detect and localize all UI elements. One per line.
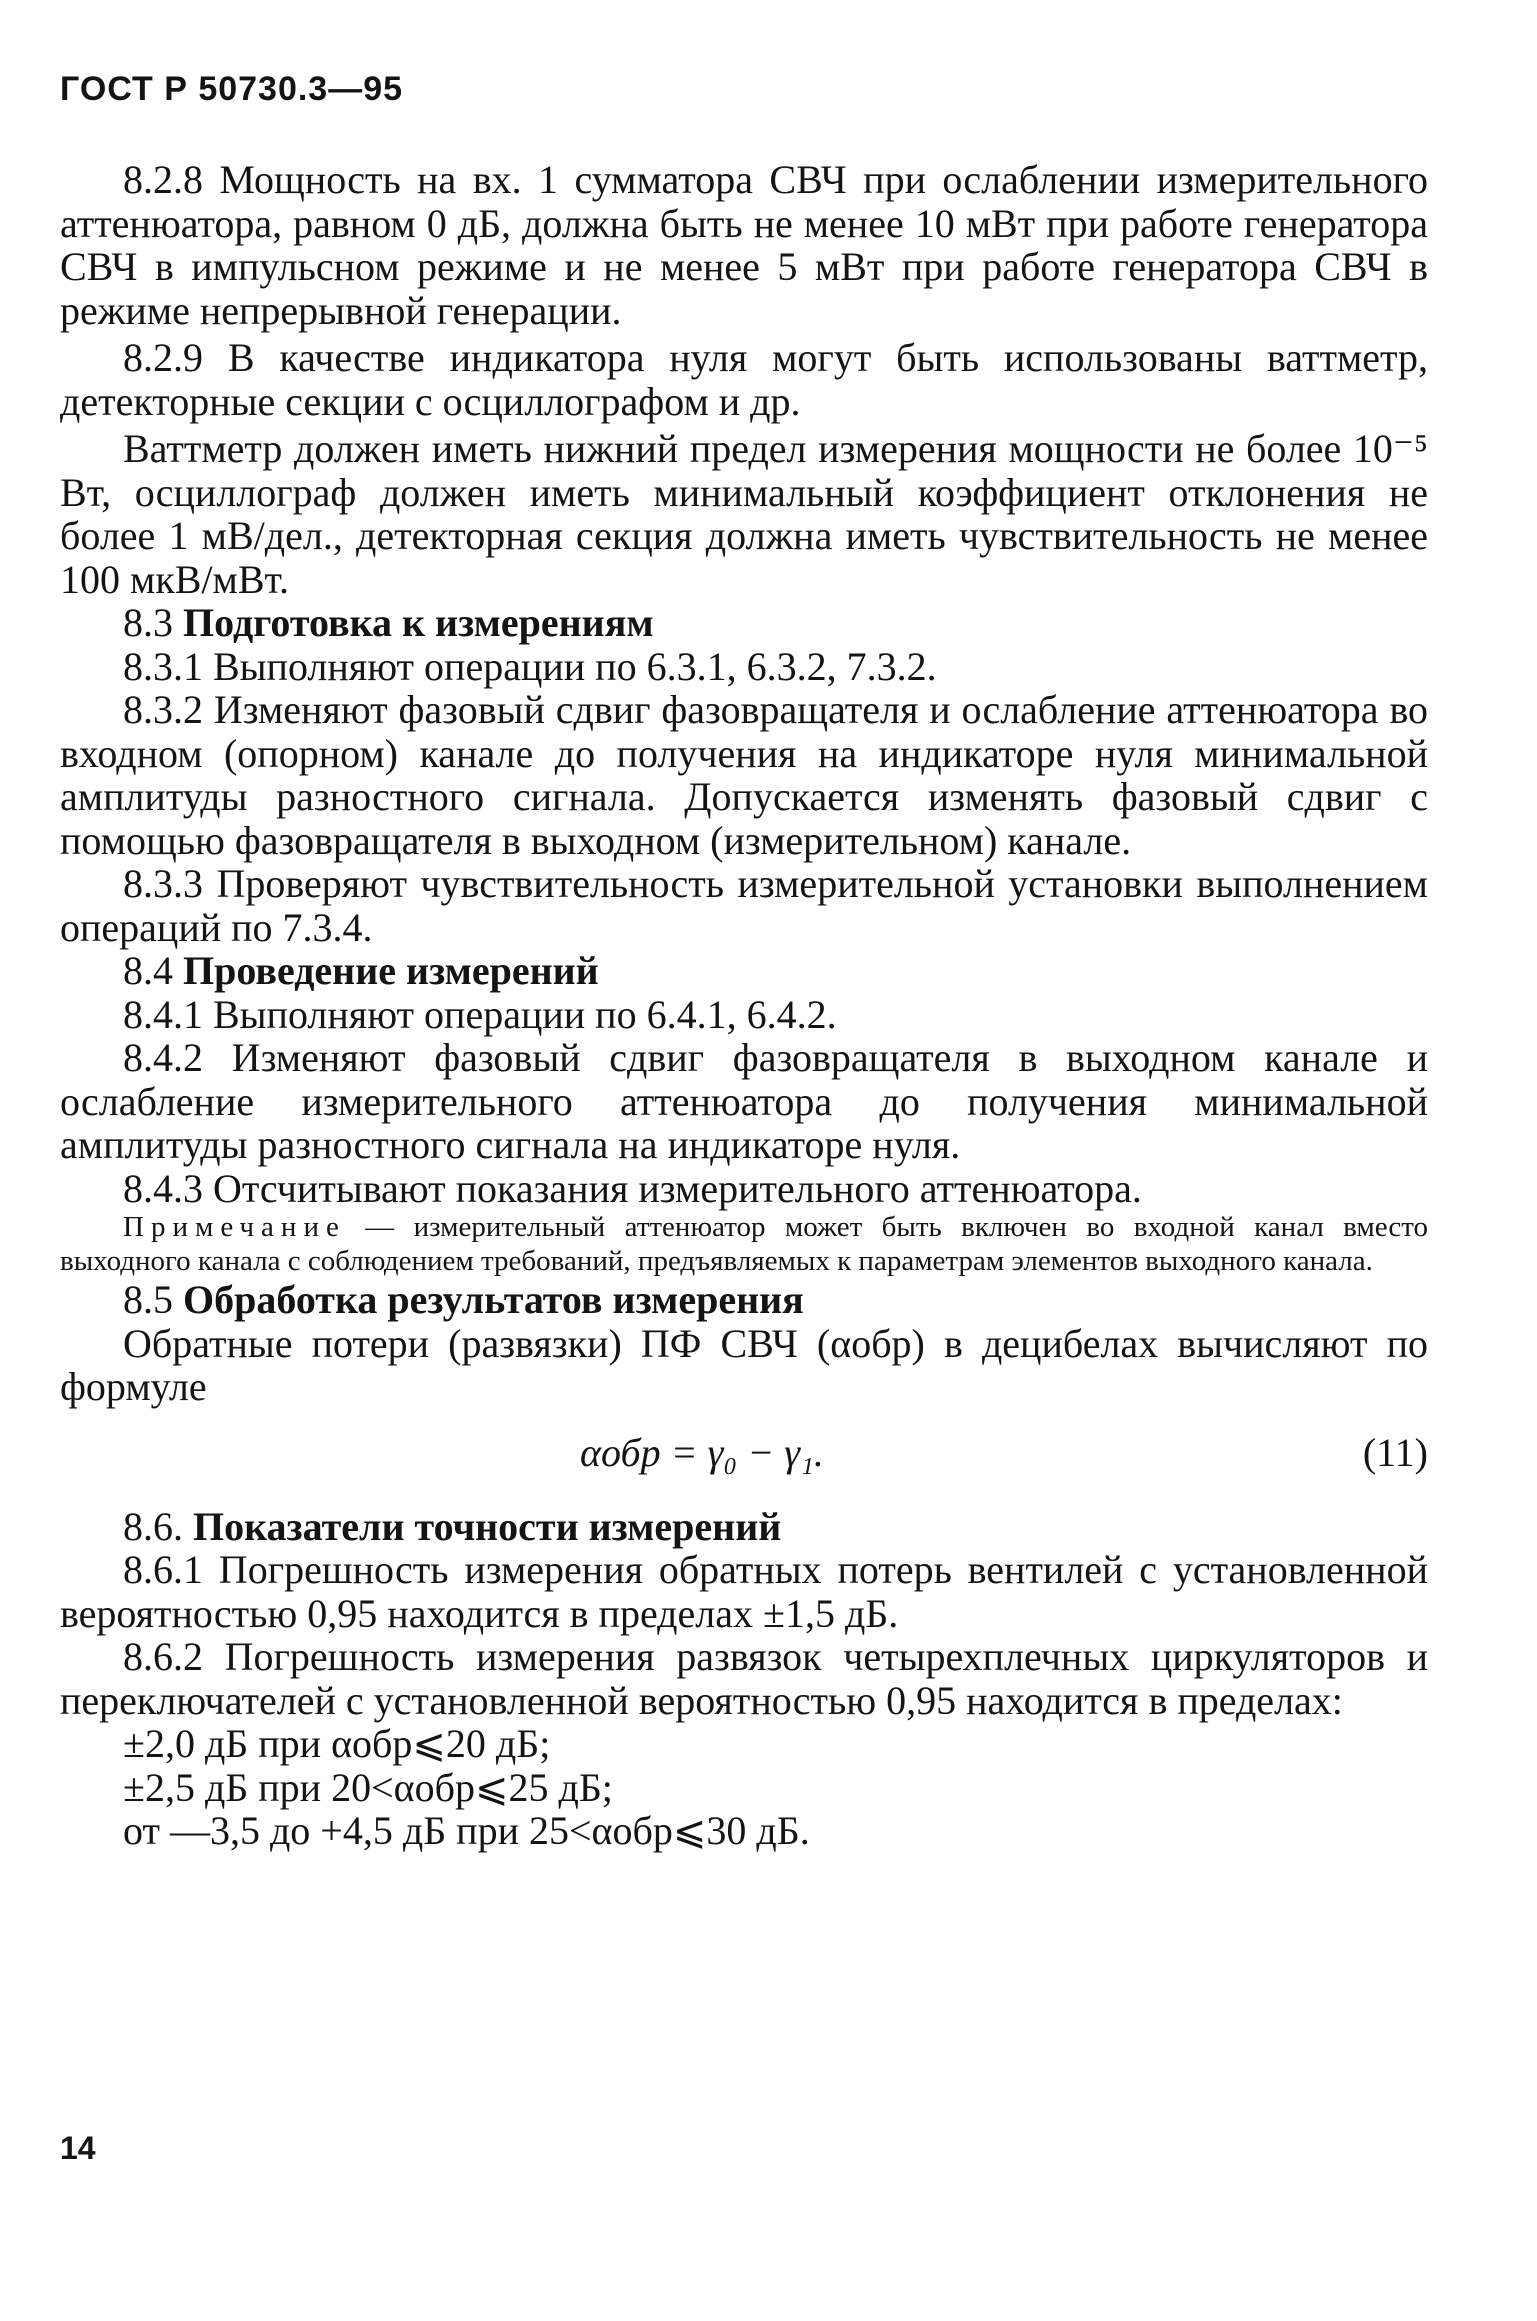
paragraph-8-5-intro: Обратные потери (развязки) ПФ СВЧ (αобр) в децибелах вычисляют по формуле <box>60 1320 1428 1409</box>
limit-line: ±2,0 дБ при αобр⩽20 дБ; <box>123 1721 551 1766</box>
paragraph-8-2-9: 8.2.9 В качестве индикатора нуля могут быть использованы ваттметр, детекторные секции с осциллографом и др. <box>60 335 1428 424</box>
heading-number: 8.6. <box>123 1503 183 1549</box>
paragraph-8-6-1: 8.6.1 Погрешность измерения обратных потерь вентилей с установленной вероятностью 0,95 находится в пределах ±1,5 дБ. <box>60 1547 1428 1636</box>
paragraph-8-3-2: 8.3.2 Изменяют фазовый сдвиг фазовращателя и ослабление аттенюатора во входном (опорном) канале до получения на индикаторе нуля минимальной амплитуды разностного сигнала. Допускается изменять фазовый сдвиг с помощью фазовращателя в выходном (измерительном) канале. <box>60 687 1428 863</box>
paragraph-wattmeter-requirements: Ваттметр должен иметь нижний предел измерения мощности не более 10⁻⁵ Вт, осциллограф должен иметь минимальный коэффициент отклонения не более 1 мВ/дел., детекторная секция должна иметь чувствительность не менее 100 мкВ/мВт. <box>60 426 1428 602</box>
heading-number: 8.5 <box>123 1277 173 1322</box>
heading-8-5 <box>60 1278 1428 1322</box>
paragraph-8-4-2: 8.4.2 Изменяют фазовый сдвиг фазовращателя в выходном канале и ослабление измерительного аттенюатора до получения минимальной амплитуды разностного сигнала на индикаторе нуля. <box>60 1035 1428 1167</box>
paragraph-8-6-2: 8.6.2 Погрешность измерения развязок четырехплечных циркуляторов и переключателей с установленной вероятностью 0,95 находится в пределах: <box>60 1634 1428 1723</box>
paragraph-8-4-3: 8.4.3 Отсчитывают показания измерительного аттенюатора. <box>123 1165 1142 1211</box>
heading-title: Проведение измерений <box>183 948 599 993</box>
paragraph-8-3-3: 8.3.3 Проверяют чувствительность измерительной установки выполнением операций по 7.3.4. <box>60 861 1428 950</box>
formula-number: (11) <box>1362 1429 1428 1475</box>
paragraph-8-3-1: 8.3.1 Выполняют операции по 6.3.1, 6.3.2, 7.3.2. <box>123 643 937 689</box>
paragraph-8-4-1: 8.4.1 Выполняют операции по 6.4.1, 6.4.2. <box>123 991 837 1037</box>
formula-11 <box>60 1419 1428 1491</box>
note-text: — измерительный аттенюатор может быть включен во входной канал вместо выходного канала с соблюдением требований, предъявляемых к параметрам элементов выходного канала. <box>60 1211 1428 1277</box>
page-number: 14 <box>60 2130 96 2166</box>
formula-expression: αобр = γ₀ − γ₁. <box>580 1429 824 1475</box>
heading-number: 8.4 <box>123 948 173 993</box>
heading-8-3 <box>60 601 1428 645</box>
standard-header: ГОСТ Р 50730.3—95 <box>60 70 404 108</box>
heading-8-4 <box>60 949 1428 993</box>
heading-number: 8.3 <box>123 600 173 645</box>
limit-line: ±2,5 дБ при 20<αобр⩽25 дБ; <box>123 1764 613 1810</box>
limit-line: от —3,5 до +4,5 дБ при 25<αобр⩽30 дБ. <box>123 1808 810 1853</box>
note-label: Примечание <box>123 1211 346 1243</box>
heading-title: Обработка результатов измерения <box>183 1277 804 1322</box>
heading-title: Показатели точности измерений <box>193 1503 782 1549</box>
main-text <box>60 158 1428 1853</box>
heading-8-6 <box>60 1505 1428 1549</box>
paragraph-8-2-8: 8.2.8 Мощность на вх. 1 сумматора СВЧ при ослаблении измерительного аттенюатора, равном 0 дБ, должна быть не менее 10 мВт при работе генератора СВЧ в импульсном режиме и не менее 5 мВт при работе генератора СВЧ в режиме непрерывной генерации. <box>60 157 1428 333</box>
heading-title: Подготовка к измерениям <box>183 600 654 645</box>
note <box>60 1210 1428 1278</box>
